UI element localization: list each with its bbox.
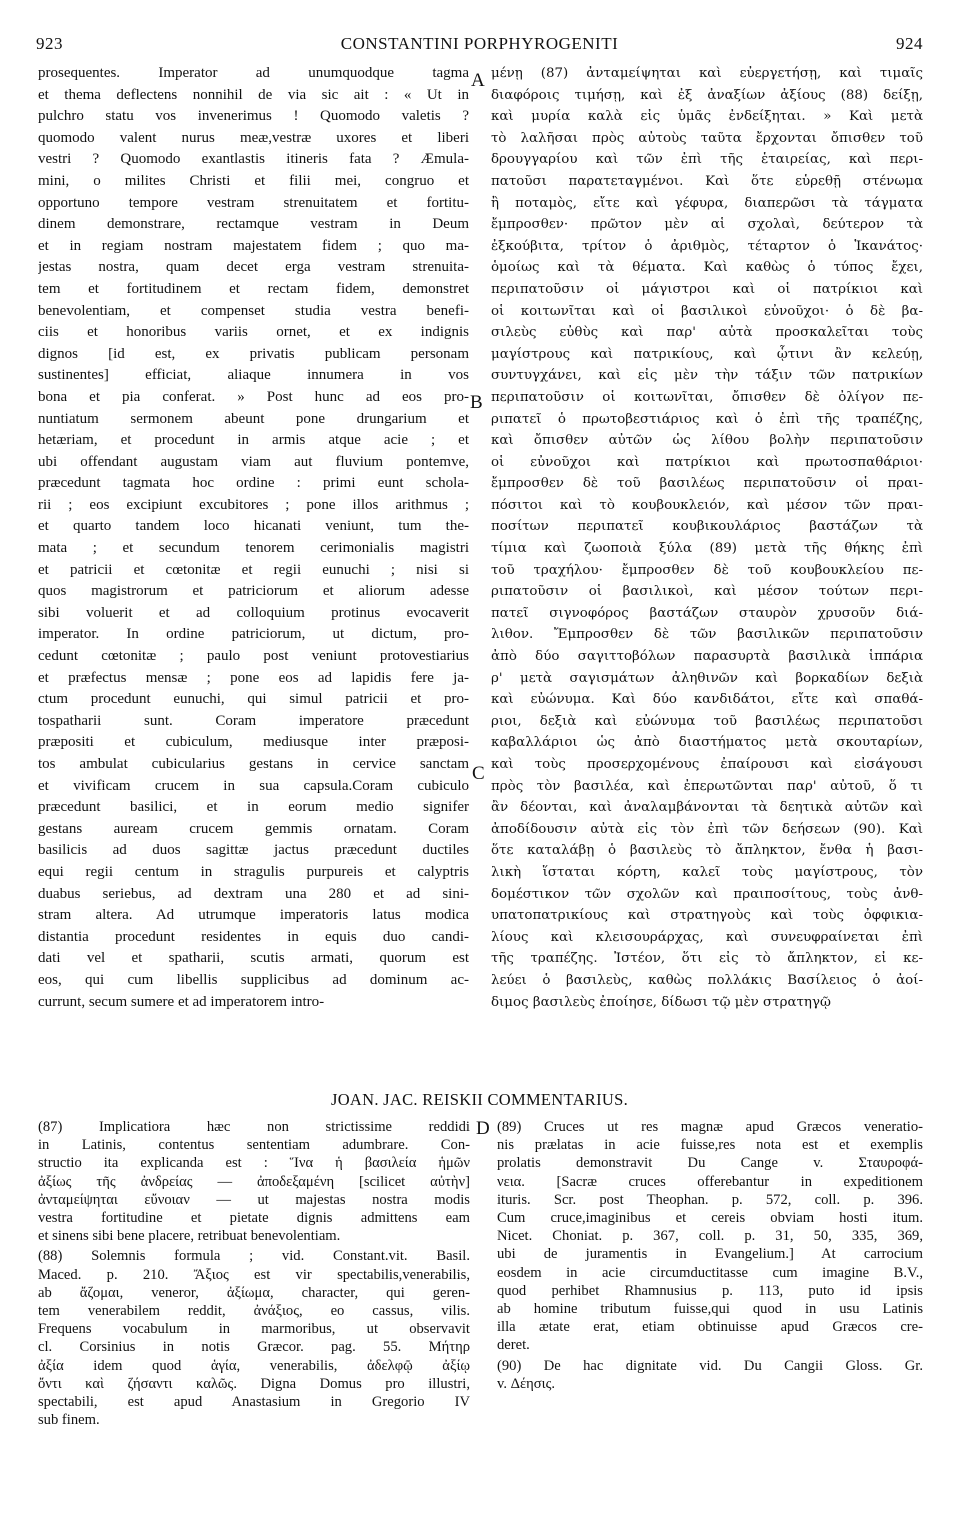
greek-text-line: καὶ μυρία καλὰ εἰς ὑμᾶς ἐνδείξηται. » Καὶ μετὰ [491,109,923,125]
latin-text-line: duabus seriebus, ad dextram una 280 et ad sini- [38,885,469,902]
greek-text-line: λεύει ὁ βασιλεὺς, καθὼς πολλάκις Βασίλειος ὁ ἀοί- [491,972,923,988]
greek-text-line: πατοῦσι παρατεταγμένοι. Καὶ ὅτε εὑρεθῇ στένωμα [491,173,923,189]
footnote-line: ἀνταμείψηται εὔνοιαν — ut majestas nostra modis [38,1191,470,1208]
footnote-line: deret. [497,1337,530,1354]
latin-text-line: dinem demonstrare, rectamque vestram in Deum [38,216,469,233]
footnote-line: tem venerabilem reddit, ἀνάξιος, eo cassus, vilis. [38,1303,470,1320]
greek-text-column [491,63,923,1013]
greek-text-line: διμος βασιλεὺς ἐποίησε, δίδωσι τῷ μὲν στρατηγῷ [491,994,831,1010]
greek-text-line: ριπατεῖ ὁ πρωτοβεστιάριος καὶ ὁ ἐπὶ τῆς τραπέζης, [491,411,923,427]
latin-text-line: dignos [id est, ex privatis publicam personam [38,345,469,362]
footnote [497,1118,923,1355]
latin-text-line: sibi voluerit et ad colloquium protinus evocaverit [38,604,469,621]
commentary-title: JOAN. JAC. REISKII COMMENTARIUS. [330,1090,629,1109]
greek-text-line: ρ' μετὰ σαγισμάτων ἀληθινῶν καὶ βορκαδίων δεξιὰ [491,670,923,686]
latin-text-line: et quarto tandem loco hicanati veniunt, tum the- [38,518,469,535]
latin-text-line: distantia procedunt residentes in equis duo candi- [38,928,469,945]
latin-text-line: hetæriam, et procedunt in armis atque acie ; et [38,432,469,449]
latin-text-line: præpositi et cubiculum, mediusque inter præposi- [38,734,469,751]
greek-text-line: ριοι, δεξιὰ καὶ εὐώνυμα τοῦ βασιλέως περιπατοῦσι [491,713,923,729]
greek-text-line: καβαλλάριοι ὡς ἀπὸ διαστήματος μετὰ σκουταρίων, [491,735,923,751]
footnote-line: (87) Implicatiora hæc non strictissime reddidi [38,1119,470,1135]
latin-text-line: imperator. In ordine patriciorum, ut dictum, pro- [38,626,469,643]
footnote-line: v. Δέησις. [497,1375,556,1392]
footnote [38,1118,470,1245]
greek-text-line: ἂν δέονται, καὶ ἀναλαμβάνονται τὰ δεητικὰ αὐτῶν καὶ [491,800,923,816]
greek-text-line: λίους καὶ κλεισουράρχας, καὶ συνευφραίνεται ἐπὶ [491,929,923,945]
margin-marker-c: C [472,763,485,784]
margin-marker-d: D [476,1118,490,1139]
greek-text-line: καὶ ὄπισθεν αὐτῶν ὡς λίθου βολὴν περιπατοῦσιν [491,433,923,449]
greek-text-line: σιλεὺς εὐθὺς καὶ παρ' αὐτὰ προσκαλεῖται τοὺς [491,325,923,341]
footnote-line: Nicet. Choniat. p. 367, coll. p. 31, 50, 335, 369, [497,1228,923,1245]
footnotes-left [38,1118,470,1431]
footnote-line: sub finem. [38,1412,100,1429]
greek-text-line: ἔμπροσθεν δὲ τοῦ βασιλέως περιπατοῦσιν οἱ πραι- [491,476,923,492]
greek-text-line: μένῃ (87) ἀνταμείψηται καὶ εὐεργετήσῃ, καὶ τιμαῖς [491,66,923,81]
latin-text-line: sustinentes] efficiat, aliaque innumera in vos [38,367,469,384]
greek-text-line: λικὴ ἵσταται κόρτη, καλεῖ τοὺς μαγίστρους, τὸν [491,864,923,880]
greek-text-line: ριπατοῦσιν οἱ βασιλικοὶ, καὶ μέσον τούτων περι- [491,584,923,600]
greek-text-line: ἐξκούβιτα, τρίτον ὁ ἀριθμὸς, τέταρτον ὁ Ἱκανάτος· [491,238,923,254]
footnote [38,1247,470,1429]
greek-text-line: τοῦ τραχήλου· ἔμπροσθεν δὲ τοῦ κουβουκλείου πε- [491,562,923,578]
latin-text-line: basilicis ad duos sagittæ jactus præcedunt ductiles [38,842,469,859]
latin-text-line: et thema deflectens nonnihil de via sic ait : « Ut in [38,86,469,103]
footnote-line: vestra fortitudine et pietate dignis admittens eam [38,1210,470,1227]
latin-text-line: vestri ? Quomodo exantlastis itineris fata ? Æmula- [38,151,469,168]
greek-text-line: ὅτε καταλάβῃ ὁ βασιλεὺς τὸ ἄπληκτον, ἔνθα ἡ βασι- [491,843,923,859]
greek-text-line: τὸ λαλῆσαι πρὸς αὐτοὺς ταῦτα ἔρχονται ὄπισθεν τοῦ [491,130,923,146]
latin-text-line: jestas nostra, quam decet erga vestram strenuita- [38,259,469,276]
greek-text-line: διαφόροις τιμήσῃ, καὶ ἐξ ἀναξίων ἀξίους (88) δείξῃ, [491,87,923,103]
latin-text-column [38,63,469,1013]
greek-text-line: ἀποδίδουσιν αὐτὰ εἰς τὸν ἐπὶ τῶν δεήσεων (90). Καὶ [491,821,923,837]
greek-text-line: καὶ εὐώνυμα. Καὶ δύο κανδιδάτοι, εἴτε καὶ σπαθά- [491,692,923,708]
latin-text-line: rii ; eos excipiunt excubitores ; pone illos arithmus ; [38,496,469,513]
latin-text-line: stram altera. Ad utrumque imperatoris latus modica [38,907,469,924]
greek-text-line: ἢ ποταμὸς, εἴτε καὶ γέφυρα, διαπερῶσι τὰ τάγματα [491,195,923,211]
footnote-line: eosdem in acie circumductitasse cum imagine B.V., [497,1264,923,1281]
greek-text-line: περιπατοῦσιν οἱ κοιτωνῖται, ὄπισθεν δὲ ὀλίγον πε- [491,389,923,405]
greek-text-line: οἱ κοιτωνῖται καὶ οἱ βασιλικοὶ εὐνοῦχοι· ὁ δὲ βα- [491,303,923,319]
page-number-left: 923 [36,34,63,53]
page-header [36,34,923,58]
latin-text-line: mini, o milites Christi et filii mei, congruo et [38,172,469,189]
latin-text-line: ubi offendant augustam viam aut fluvium pontemve, [38,453,469,470]
footnotes-right [497,1118,923,1395]
footnote-line: (89) Cruces ut res magnæ apud Græcos veneratio- [497,1119,923,1135]
footnote-line: ὄντι καὶ ζήσαντι καλῶς. Digna Domus pro illustri, [38,1375,470,1392]
footnote-line: prolatis demonstravit Du Cange v. Σταυροφά- [497,1155,923,1172]
latin-text-line: præcedunt tagmata hoc ordine : primi eunt schola- [38,475,469,492]
footnote-line: νεια. [Sacræ cruces offerebantur in expeditionem [497,1173,923,1190]
latin-text-line: præcedunt basilici, et in eorum medio signifer [38,799,469,816]
greek-text-line: μαγίστρους καὶ πατρικίους, καὶ ᾧτινι ἂν κελεύῃ, [491,346,923,362]
footnote-line: ubi de juramentis in Evangelium.] At carrocium [497,1246,923,1263]
latin-text-line: et patricii et cœtonitæ et regii eunuchi ; nisi si [38,561,469,578]
footnote-line: ἀξίως τῆς ἀνδρείας — ἀποδεξαμένη [scilicet αὐτὴν] [38,1173,470,1190]
greek-text-line: ἀπὸ δύο σαγιττοβόλων παρασυρτὰ βασιλικὰ ἱππάρια [491,649,923,665]
greek-text-line: τίμια καὶ ζωοποιὰ ξύλα (89) μετὰ τῆς θήκης ἐπὶ [491,541,923,557]
latin-text-line: ctum procedunt eunuchi, qui simul patricii et pro- [38,691,469,708]
greek-text-line: περιπατοῦσιν οἱ μάγιστροι καὶ οἱ πατρίκιοι καὶ [491,281,923,297]
greek-text-line: συντυγχάνει, καὶ εἰς μὲν τὴν τάξιν τῶν πατρικίων [491,368,923,384]
latin-text-line: dati vel et spatharii, scutis armati, quorum est [38,950,469,967]
latin-text-line: currunt, secum sumere et ad imperatorem intro- [38,993,325,1010]
footnote-line: (88) Solemnis formula ; vid. Constant.vit. Basil. [38,1248,470,1265]
footnote-line: in Latinis, contentus sententiam adumbrare. Con- [38,1137,470,1154]
latin-text-line: quos magistrorum et patriciorum et aliorum adesse [38,583,469,600]
footnote-line: structio ita explicanda est : Ἵνα ἡ βασιλεία ἡμῶν [38,1155,470,1172]
greek-text-line: δομέστικον τῶν σχολῶν καὶ πραιποσίτους, τοὺς ἀνθ- [491,886,923,902]
greek-text-line: πατεῖ σιγνοφόρος βαστάζων σταυρὸν χρυσοῦν διά- [491,605,923,621]
footnote-line: Cum cruce,imaginibus et cereis obviam hosti itum. [497,1210,923,1227]
latin-text-line: pulchro statu vos invenerimus ! Quomodo valetis ? [38,108,469,125]
margin-marker-a: A [471,70,485,91]
footnote-line: spectabili, est apud Anastasium in Gregorio IV [38,1394,470,1411]
greek-text-line: δρουγγαρίου καὶ τῶν ἐπὶ τῆς ἑταιρείας, καὶ περι- [491,152,923,168]
footnote-line: ituris. Scr. post Theophan. p. 572, coll. p. 396. [497,1191,923,1208]
latin-text-line: prosequentes. Imperator ad unumquodque tagma [38,65,469,81]
latin-text-line: tospatharii sunt. Coram imperatore præcedunt [38,712,469,729]
footnote-line: (90) De hac dignitate vid. Du Cangii Gloss. Gr. [497,1357,923,1374]
greek-text-line: πόσιτοι καὶ τὸ κουβουκλειόν, καὶ μέσον τῶν πραι- [491,497,923,513]
latin-text-line: et præfectus mensæ ; pone eos ad lapidis fere ja- [38,669,469,686]
footnote-line: ab ἄζομαι, veneror, ἀξίωμα, character, qui geren- [38,1284,470,1301]
running-title: CONSTANTINI PORPHYROGENITI [340,34,619,53]
footnote [497,1357,923,1393]
page-number-right: 924 [896,34,923,53]
latin-text-line: equi regii centum in stragulis purpureis et calyptris [38,863,469,880]
footnote-line: Maced. p. 210. Ἄξιος est vir spectabilis,venerabilis, [38,1266,470,1283]
latin-text-line: bona et pia conferat. » Post hunc ad eos pro- [38,388,469,405]
latin-text-line: tos ambulat cubicularius gestans in cervice sanctam [38,756,469,772]
latin-text-line: et vivificam crucem in sua capsula.Coram cubiculo [38,777,469,794]
latin-text-line: eos, qui cum libellis supplicibus ad dominum ac- [38,971,469,988]
footnote-line: ἀξία idem quod ἁγία, venerabilis, ἀδελφῷ ἀξίῳ [38,1357,470,1374]
greek-text-line: υπατοπατρικίους καὶ στρατηγοὺς καὶ τοὺς ὀφφικια- [491,908,923,924]
footnote-line: illa ætate erat, etiam obtinuisse apud Græcos cre- [497,1319,923,1336]
footnote-line: quod perhibet Rhamnusius p. 113, puto id ipsis [497,1282,923,1299]
latin-text-line: tem et fortitudinem et rectam fidem, demonstret [38,280,469,297]
latin-text-line: et in regiam nostram majestatem fidem ; quo ma- [38,237,469,254]
margin-marker-b: B [470,392,483,413]
latin-text-line: mata ; et secundum tenorem cerimonialis magistri [38,540,469,557]
latin-text-line: opportuno tempore vestram strenuitatem et fortitu- [38,194,469,211]
greek-text-line: ἔμπροσθεν· πρῶτον μὲν αἱ σχολαὶ, δεύτερον τὰ [491,217,923,233]
greek-text-line: πρὸς τὸν βασιλέα, καὶ ἐπερωτῶνται παρ' αὐτοῦ, ὅ τι [491,778,923,794]
footnote-line: et sinens sibi bene placere, retribuat benevolentiam. [38,1228,341,1245]
greek-text-line: ποσίτων περιπατεῖ κουβικουλάριος βαστάζων τὰ [491,519,923,535]
latin-text-line: nuntiatum sermonem abeunt pone drungarium et [38,410,469,427]
latin-text-line: gestans auream crucem gemmis ornatam. Coram [38,820,469,837]
latin-text-line: cedunt cœtonitæ ; paulo post veniunt protovestiarius [38,648,469,665]
latin-text-line: benevolentiam, et compenset studia vestra benefi- [38,302,469,319]
footnote-line: Frequens vocabulum in marmoribus, ut observavit [38,1321,470,1338]
greek-text-line: ὁμοίως καὶ τὰ θέματα. Καὶ καθὼς ὁ τύπος ἔχει, [491,260,923,276]
footnote-line: ab homine tributum fuisse,qui quod in usu Latinis [497,1301,923,1318]
footnote-line: cl. Corsinius in notis Græcor. pag. 55. Μήτηρ [38,1339,470,1356]
latin-text-line: quomodo valent nurus meæ,vestræ uxores et liberi [38,129,469,146]
greek-text-line: καὶ τοὺς προσερχομένους ἐπαίρουσι καὶ εἰσάγουσι [491,757,923,772]
greek-text-line: οἱ εὐνοῦχοι καὶ πατρίκιοι καὶ πρωτοσπαθάριοι· [491,454,923,470]
footnote-line: nis prælatas in acie fuisse,res nota est et exemplis [497,1137,923,1154]
greek-text-line: λιθον. Ἔμπροσθεν δὲ τῶν βασιλικῶν περιπατοῦσιν [491,627,923,643]
latin-text-line: ciis et honoribus variis ornet, et ex indignis [38,324,469,341]
greek-text-line: τῆς τραπέζης. Ἰστέον, ὅτι εἰς τὸ ἄπληκτον, εἰ κε- [491,951,923,967]
